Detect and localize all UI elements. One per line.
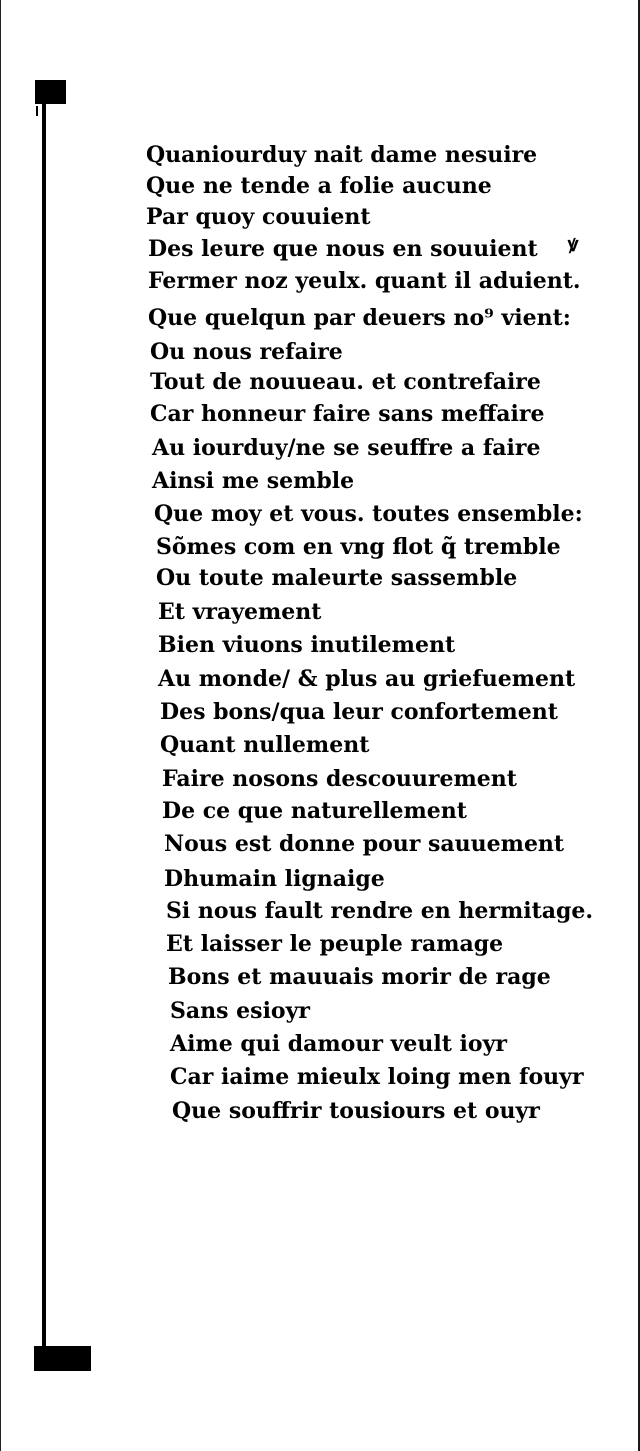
verse-line: Nous est donne pour sauuement	[164, 831, 565, 857]
verse-line: Des bons/qua leur confortement	[160, 699, 558, 725]
verse-line: Quant nullement	[160, 732, 370, 758]
verse-line: Que moy et vous. toutes ensemble:	[154, 501, 583, 527]
verse-line: Car honneur faire sans meffaire	[150, 401, 545, 427]
verse-line: Si nous fault rendre en hermitage.	[166, 898, 594, 924]
verse-line: Ainsi me semble	[152, 468, 355, 494]
verse-line: Quaniourduy nait dame nesuire	[146, 142, 538, 168]
verse-line: Car iaime mieulx loing men fouyr	[170, 1064, 584, 1090]
verse-line: Au monde/ & plus au griefuement	[158, 666, 576, 692]
verse-line: Tout de nouueau. et contrefaire	[150, 369, 541, 395]
verse-line: Ou nous refaire	[150, 339, 343, 365]
verse-line: Des leure que nous en souuient	[148, 236, 538, 262]
verse-line: Bons et mauuais morir de rage	[168, 964, 551, 990]
printer-mark: ꝟ	[568, 232, 579, 256]
verse-line: Aime qui damour veult ioyr	[170, 1031, 507, 1057]
verse-line: Dhumain lignaige	[164, 866, 385, 892]
verse-line: Sans esioyr	[170, 998, 310, 1024]
verse-line: De ce que naturellement	[162, 798, 467, 824]
verse-line: Par quoy couuient	[146, 204, 371, 230]
verse-line: Faire nosons descouurement	[162, 766, 517, 792]
verse-line: Et laisser le peuple ramage	[166, 931, 504, 957]
verse-line: Sõmes com en vng flot q̃ tremble	[156, 534, 561, 560]
verse-line: Que souffrir tousiours et ouyr	[172, 1098, 540, 1124]
verse-line: Fermer noz yeulx. quant il aduient.	[148, 268, 581, 294]
verse-line: Que quelqun par deuers no⁹ vient:	[148, 305, 571, 331]
verse-line: Bien viuons inutilement	[158, 632, 456, 658]
verse-line: Et vrayement	[158, 599, 322, 625]
verse-line: Ou toute maleurte sassemble	[156, 565, 518, 591]
verse-line: Au iourduy/ne se seuffre a faire	[152, 435, 541, 461]
verse-line: Que ne tende a folie aucune	[146, 173, 492, 199]
